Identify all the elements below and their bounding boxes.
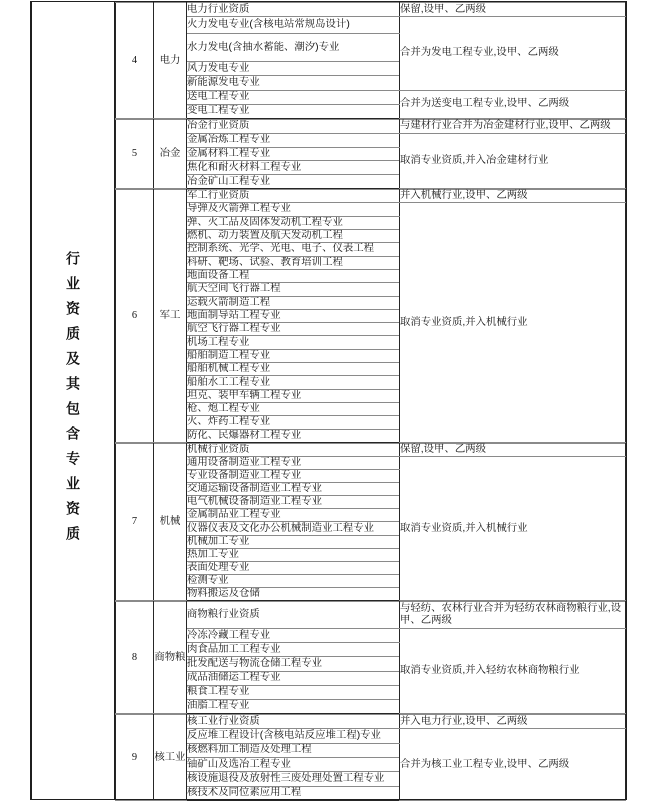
specialty-qualification-cell: 金属冶炼工程专业 <box>187 133 400 147</box>
section-row-9 <box>115 714 626 801</box>
disposition-cell: 合并为核工业工程专业,设甲、乙两级 <box>400 729 626 801</box>
specialty-qualification-cell: 新能源发电专业 <box>187 76 400 90</box>
industry-qualification-cell: 冶金行业资质 <box>187 120 400 134</box>
section-row-4 <box>115 2 626 119</box>
specialty-qualification-cell: 船舶水工工程专业 <box>187 376 400 389</box>
specialty-qualification-cell: 船舶机械工程专业 <box>187 363 400 376</box>
section-number: 6 <box>116 190 154 443</box>
disposition-cell: 与建材行业合并为冶金建材行业,设甲、乙两级 <box>400 120 626 134</box>
specialty-qualification-cell: 仪器仪表及文化办公机械制造业工程专业 <box>187 522 400 535</box>
section-number: 7 <box>116 444 154 601</box>
specialty-qualification-cell: 弹、火工品及固体发动机工程专业 <box>187 216 400 229</box>
specialty-qualification-cell: 运载火箭制造工程 <box>187 296 400 309</box>
specialty-qualification-cell: 火力发电专业(含核电站常规岛设计) <box>187 17 400 34</box>
section-number: 4 <box>116 3 154 119</box>
specialty-qualification-cell: 航空飞行器工程专业 <box>187 323 400 336</box>
industry-name: 机械 <box>154 444 187 601</box>
specialty-qualification-cell: 航天空间飞行器工程 <box>187 283 400 296</box>
specialty-qualification-cell: 冶金矿山工程专业 <box>187 175 400 189</box>
section-row-6 <box>115 189 626 443</box>
specialty-qualification-cell: 电气机械设备制造业工程专业 <box>187 496 400 509</box>
industry-name: 军工 <box>154 190 187 443</box>
specialty-qualification-cell: 风力发电专业 <box>187 62 400 76</box>
section-number: 9 <box>116 715 154 801</box>
specialty-qualification-cell: 变电工程专业 <box>187 104 400 118</box>
specialty-qualification-cell: 枪、炮工程专业 <box>187 403 400 416</box>
specialty-qualification-cell: 金属制品业工程专业 <box>187 509 400 522</box>
disposition-cell: 与轻纺、农林行业合并为轻纺农林商物粮行业,设甲、乙两级 <box>400 602 626 629</box>
specialty-qualification-cell: 机场工程专业 <box>187 336 400 349</box>
specialty-qualification-cell: 坦克、装甲车辆工程专业 <box>187 389 400 402</box>
specialty-qualification-cell: 铀矿山及选冶工程专业 <box>187 757 400 771</box>
sections-container <box>115 2 626 799</box>
specialty-qualification-cell: 防化、民爆器材工程专业 <box>187 429 400 442</box>
disposition-cell: 并入电力行业,设甲、乙两级 <box>400 715 626 729</box>
specialty-qualification-cell: 焦化和耐火材料工程专业 <box>187 161 400 175</box>
specialty-qualification-cell: 送电工程专业 <box>187 90 400 104</box>
specialty-qualification-cell: 火、炸药工程专业 <box>187 416 400 429</box>
industry-qualification-cell: 电力行业资质 <box>187 3 400 17</box>
disposition-cell: 取消专业资质,并入机械行业 <box>400 457 626 601</box>
section-row-8 <box>115 601 626 714</box>
industry-qualification-cell: 核工业行业资质 <box>187 715 400 729</box>
industry-name: 商物粮 <box>154 602 187 714</box>
specialty-qualification-cell: 批发配送与物流仓储工程专业 <box>187 657 400 671</box>
specialty-qualification-cell: 冷冻冷藏工程专业 <box>187 629 400 643</box>
disposition-cell: 取消专业资质,并入机械行业 <box>400 203 626 443</box>
specialty-qualification-cell: 热加工专业 <box>187 548 400 561</box>
specialty-qualification-cell: 油脂工程专业 <box>187 699 400 713</box>
disposition-cell: 保留,设甲、乙两级 <box>400 3 626 17</box>
industry-name: 电力 <box>154 3 187 119</box>
specialty-qualification-cell: 控制系统、光学、光电、电子、仪表工程 <box>187 243 400 256</box>
section-row-5 <box>115 119 626 189</box>
specialty-qualification-cell: 通用设备制造业工程专业 <box>187 457 400 470</box>
specialty-qualification-cell: 粮食工程专业 <box>187 685 400 699</box>
disposition-cell: 并入机械行业,设甲、乙两级 <box>400 190 626 203</box>
disposition-cell: 合并为送变电工程专业,设甲、乙两级 <box>400 90 626 118</box>
specialty-qualification-cell: 物料搬运及仓储 <box>187 587 400 600</box>
industry-name: 核工业 <box>154 715 187 801</box>
specialty-qualification-cell: 地面设备工程 <box>187 269 400 282</box>
table-row-header-cell <box>32 2 115 799</box>
specialty-qualification-cell: 检测专业 <box>187 574 400 587</box>
disposition-cell: 合并为发电工程专业,设甲、乙两级 <box>400 17 626 90</box>
section-number: 5 <box>116 120 154 189</box>
specialty-qualification-cell: 金属材料工程专业 <box>187 147 400 161</box>
industry-qualification-cell: 机械行业资质 <box>187 444 400 457</box>
section-number: 8 <box>116 602 154 714</box>
specialty-qualification-cell: 水力发电(含抽水蓄能、潮汐)专业 <box>187 34 400 62</box>
specialty-qualification-cell: 肉食品加工工程专业 <box>187 643 400 657</box>
specialty-qualification-cell: 机械加工专业 <box>187 535 400 548</box>
specialty-qualification-cell: 地面制导站工程专业 <box>187 309 400 322</box>
specialty-qualification-cell: 成品油储运工程专业 <box>187 671 400 685</box>
qualification-table <box>30 1 627 800</box>
disposition-cell: 取消专业资质,并入轻纺农林商物粮行业 <box>400 629 626 714</box>
industry-qualification-cell: 军工行业资质 <box>187 190 400 203</box>
specialty-qualification-cell: 交通运输设备制造业工程专业 <box>187 483 400 496</box>
row-header-vertical-title: 行业资质及其包含专业资质 <box>65 250 81 551</box>
section-row-7 <box>115 443 626 601</box>
specialty-qualification-cell: 导弹及火箭弹工程专业 <box>187 203 400 216</box>
specialty-qualification-cell: 核燃料加工制造及处理工程 <box>187 743 400 757</box>
specialty-qualification-cell: 科研、靶场、试验、教育培训工程 <box>187 256 400 269</box>
disposition-cell: 取消专业资质,并入冶金建材行业 <box>400 133 626 188</box>
industry-qualification-cell: 商物粮行业资质 <box>187 602 400 629</box>
disposition-cell: 保留,设甲、乙两级 <box>400 444 626 457</box>
specialty-qualification-cell: 专业设备制造业工程专业 <box>187 470 400 483</box>
specialty-qualification-cell: 表面处理专业 <box>187 561 400 574</box>
specialty-qualification-cell: 船舶制造工程专业 <box>187 349 400 362</box>
specialty-qualification-cell: 核设施退役及放射性三废处理处置工程专业 <box>187 772 400 786</box>
specialty-qualification-cell: 反应堆工程设计(含核电站反应堆工程)专业 <box>187 729 400 743</box>
specialty-qualification-cell: 燃机、动力装置及航天发动机工程 <box>187 229 400 242</box>
industry-name: 冶金 <box>154 120 187 189</box>
specialty-qualification-cell: 核技术及同位素应用工程 <box>187 786 400 800</box>
